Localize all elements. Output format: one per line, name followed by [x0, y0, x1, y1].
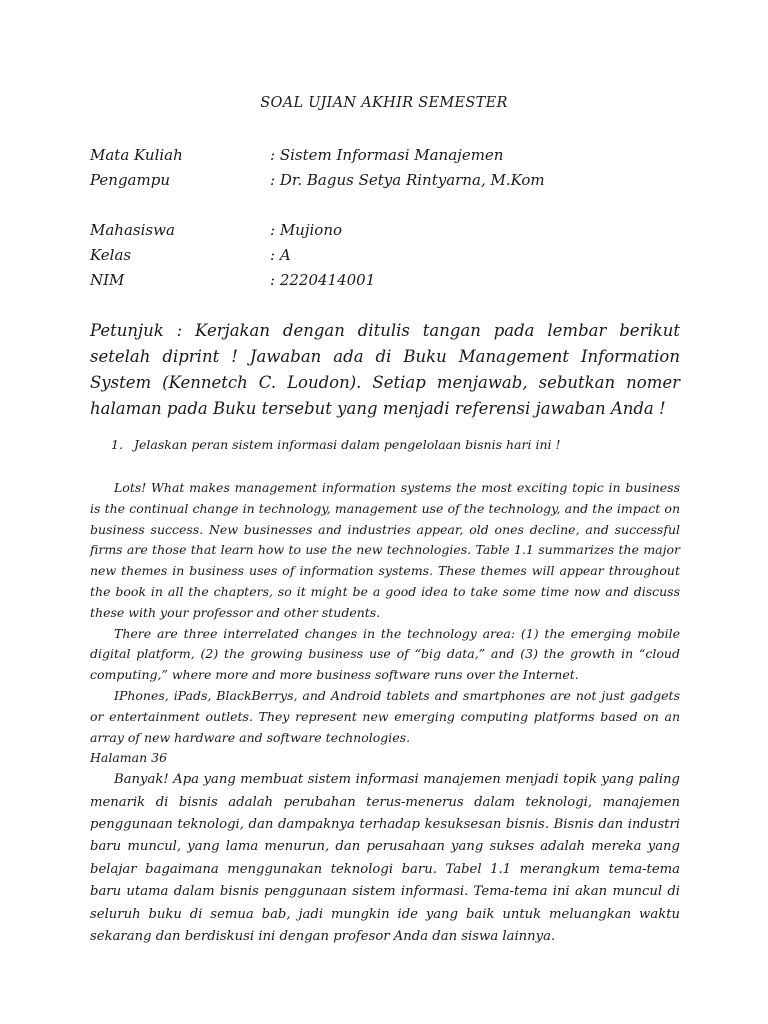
instruction-text: Petunjuk : Kerjakan dengan ditulis tangan pada lembar berikut setelah diprint ! Jawaban ada di Buku Management Information System (Kennetch C. Loudon). Setiap menjawab, sebutkan nomer halaman pada Buku tersebut yang menjadi referensi jawaban Anda !	[90, 321, 680, 418]
question-item	[111, 437, 561, 452]
course-info	[90, 143, 545, 193]
info-value: : 2220414001	[270, 271, 376, 289]
info-value: : Dr. Bagus Setya Rintyarna, M.Kom	[270, 171, 545, 189]
answer-paragraph-translation: Banyak! Apa yang membuat sistem informasi manajemen menjadi topik yang paling menarik di bisnis adalah perubahan terus-menerus dalam teknologi, manajemen penggunaan teknologi, dan dampaknya terhadap kesuksesan bisnis. Bisnis dan industri baru muncul, yang lama menurun, dan perusahaan yang sukses adalah mereka yang belajar bagaimana menggunakan teknologi baru. Tabel 1.1 merangkum tema-tema baru utama dalam bisnis penggunaan sistem informasi. Tema-tema ini akan muncul di seluruh buku di semua bab, jadi mungkin ide yang baik untuk meluangkan waktu sekarang dan berdiskusi ini dengan profesor Anda dan siswa lainnya.	[90, 772, 680, 944]
info-value: : A	[270, 246, 291, 264]
answer-paragraph: There are three interrelated changes in the technology area: (1) the emerging mobile digital platform, (2) the growing business use of “big data,” and (3) the growth in “cloud computing,” where more and more business software runs over the Internet.	[90, 625, 680, 683]
info-label: Mahasiswa	[90, 221, 175, 239]
info-row-course	[90, 143, 545, 168]
info-value: : Sistem Informasi Manajemen	[270, 146, 504, 164]
info-label: Mata Kuliah	[90, 146, 183, 164]
info-row-nim	[90, 268, 375, 293]
answer-paragraph: Lots! What makes management information systems the most exciting topic in business is the continual change in technology, management use of the technology, and the impact on business success. New businesses and industries appear, old ones decline, and successful firms are those that learn how to use the new technologies. Table 1.1 summarizes the major new themes in business uses of information systems. These themes will appear throughout the book in all the chapters, so it might be a good idea to take some time now and discuss these with your professor and other students.	[90, 480, 680, 620]
info-label: Kelas	[90, 246, 132, 264]
page-title: SOAL UJIAN AKHIR SEMESTER	[260, 95, 508, 111]
info-row-class	[90, 243, 375, 268]
info-value: : Mujiono	[270, 221, 343, 239]
question-number: 1.	[111, 437, 123, 452]
info-row-student	[90, 218, 375, 243]
info-label: Pengampu	[90, 171, 170, 189]
student-info	[90, 218, 375, 293]
info-row-lecturer	[90, 168, 545, 193]
answer-paragraph: IPhones, iPads, BlackBerrys, and Android tablets and smartphones are not just gadgets or entertainment outlets. They represent new emerging computing platforms based on an array of new hardware and software technologies.	[90, 687, 680, 745]
page-reference: Halaman 36	[90, 750, 168, 766]
info-label: NIM	[90, 271, 125, 289]
answer-body	[90, 478, 680, 948]
question-text: Jelaskan peran sistem informasi dalam pengelolaan bisnis hari ini !	[134, 437, 561, 452]
